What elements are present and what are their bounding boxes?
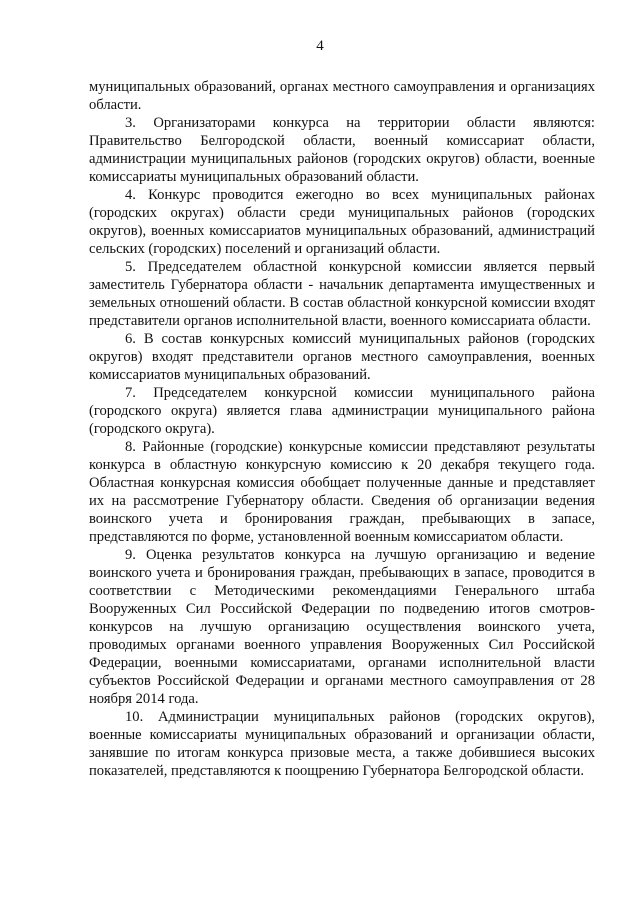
document-body [89, 78, 595, 780]
paragraph-5-regional-commission-chair: 5. Председателем областной конкурсной комиссии является первый заместитель Губернатора области - начальник департамента имущественных и земельных отношений области. В состав областной конкурсной комиссии входят представители органов исполнительной власти, военного комиссариата области. [89, 259, 595, 329]
paragraph-9-evaluation: 9. Оценка результатов конкурса на лучшую организацию и ведение воинского учета и бронирования граждан, пребывающих в запасе, проводится в соответствии с Методическими рекомендациями Генерального штаба Вооруженных Сил Российской Федерации по подведению итогов смотров-конкурсов на лучшую организацию осуществления воинского учета, проводимых органами военного управления Вооруженных Сил Российской Федерации, военными комиссариатами, органами исполнительной власти субъектов Российской Федерации и органами местного самоуправления от 28 ноября 2014 года. [89, 547, 595, 707]
paragraph-4-contest-schedule: 4. Конкурс проводится ежегодно во всех муниципальных районах (городских округах) области среди муниципальных районов (городских округов), военных комиссариатов муниципальных образований, администраций сельских (городских) поселений и организаций области. [89, 187, 595, 257]
paragraph-7-municipal-commission-chair: 7. Председателем конкурсной комиссии муниципального района (городского округа) является глава администрации муниципального района (городского округа). [89, 385, 595, 437]
paragraph-10-awards: 10. Администрации муниципальных районов (городских округов), военные комиссариаты муниципальных образований и организации области, занявшие по итогам конкурса призовые места, а также добившиеся высоких показателей, представляются к поощрению Губернатора Белгородской области. [89, 709, 595, 779]
paragraph-6-municipal-commissions: 6. В состав конкурсных комиссий муниципальных районов (городских округов) входят представители органов местного самоуправления, военных комиссариатов муниципальных образований. [89, 331, 595, 383]
paragraph-8-results-submission: 8. Районные (городские) конкурсные комиссии представляют результаты конкурса в областную конкурсную комиссию к 20 декабря текущего года. Областная конкурсная комиссия обобщает полученные данные и представляет их на рассмотрение Губернатору области. Сведения об организации ведения воинского учета и бронирования граждан, пребывающих в запасе, представляются по форме, установленной военным комиссариатом области. [89, 439, 595, 545]
page-number: 4 [316, 38, 324, 54]
paragraph-3-organizers: 3. Организаторами конкурса на территории области являются: Правительство Белгородской области, военный комиссариат области, администрации муниципальных районов (городских округов) области, военные комиссариаты муниципальных образований области. [89, 115, 595, 185]
paragraph-continuation: муниципальных образований, органах местного самоуправления и организациях области. [89, 79, 595, 113]
